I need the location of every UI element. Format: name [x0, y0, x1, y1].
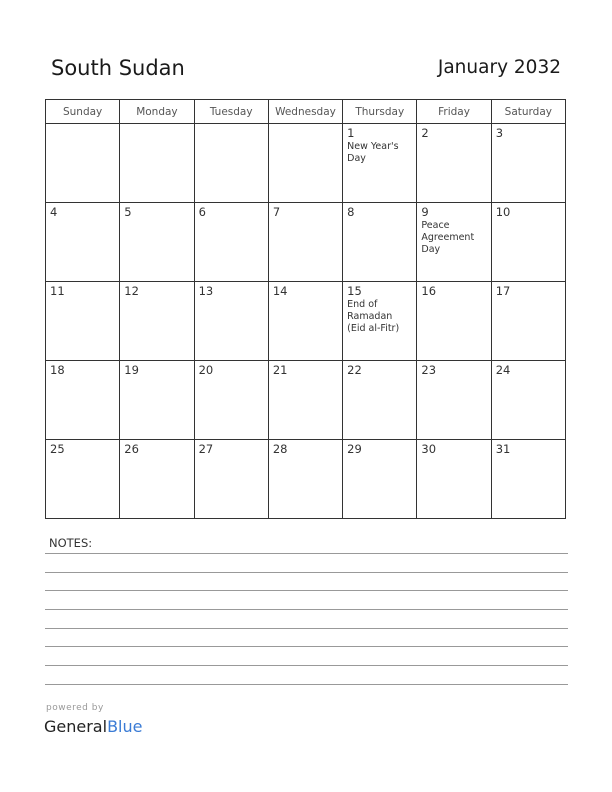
day-cell: [491, 361, 565, 440]
day-cell: [46, 203, 120, 282]
day-number: 2: [421, 126, 429, 140]
week-row: [46, 124, 566, 203]
calendar-grid: [45, 99, 566, 519]
powered-by-text: powered by: [46, 703, 104, 713]
holiday-label: Peace Agreement Day: [421, 220, 475, 255]
day-number: 20: [198, 363, 214, 377]
day-cell: [194, 361, 268, 440]
day-number: 11: [50, 284, 65, 298]
day-cell: [46, 282, 120, 361]
weekday-saturday: Saturday: [491, 100, 565, 124]
day-cell: [194, 203, 268, 282]
weekday-friday: Friday: [417, 100, 491, 124]
day-cell: [343, 361, 417, 440]
day-cell: [491, 124, 565, 203]
note-line: [45, 628, 568, 629]
day-number: 10: [495, 205, 511, 219]
day-cell: [417, 440, 491, 519]
day-cell: [417, 203, 491, 282]
day-cell: [268, 203, 342, 282]
brand-logo: [44, 717, 142, 736]
week-row: [46, 203, 566, 282]
day-cell: [491, 440, 565, 519]
week-row: [46, 282, 566, 361]
week-row: [46, 361, 566, 440]
day-cell: [120, 361, 194, 440]
day-cell: [120, 282, 194, 361]
day-cell: [194, 282, 268, 361]
note-line: [45, 553, 568, 554]
note-line: [45, 646, 568, 647]
day-number: 30: [421, 442, 437, 456]
empty-day-cell: [46, 124, 120, 203]
day-cell: [491, 282, 565, 361]
day-cell: [268, 282, 342, 361]
week-row: [46, 440, 566, 519]
day-number: 27: [198, 442, 214, 456]
day-cell: [46, 361, 120, 440]
weekday-header-row: [46, 100, 566, 124]
country-title: South Sudan: [51, 56, 185, 80]
empty-day-cell: [194, 124, 268, 203]
day-cell: [343, 203, 417, 282]
day-number: 7: [272, 205, 281, 219]
day-cell: [343, 124, 417, 203]
day-number: 26: [124, 442, 139, 456]
weekday-thursday: Thursday: [343, 100, 417, 124]
day-number: 8: [347, 205, 355, 219]
day-number: 24: [495, 363, 511, 377]
day-cell: [46, 440, 120, 519]
holiday-label: End of Ramadan (Eid al-Fitr): [347, 299, 400, 334]
day-cell: [120, 203, 194, 282]
day-number: 22: [347, 363, 362, 377]
note-line: [45, 590, 568, 591]
day-number: 18: [50, 363, 65, 377]
day-cell: [268, 361, 342, 440]
day-number: 23: [421, 363, 437, 377]
weekday-sunday: Sunday: [46, 100, 120, 124]
day-number: 15: [347, 284, 362, 298]
day-number: 4: [50, 205, 58, 219]
weekday-monday: Monday: [120, 100, 194, 124]
weekday-wednesday: Wednesday: [268, 100, 342, 124]
brand-general: General: [44, 717, 108, 736]
day-cell: [417, 282, 491, 361]
note-line: [45, 572, 568, 573]
empty-day-cell: [120, 124, 194, 203]
day-cell: [120, 440, 194, 519]
day-number: 25: [50, 442, 65, 456]
note-line: [45, 684, 568, 685]
day-number: 31: [495, 442, 511, 456]
day-number: 19: [124, 363, 139, 377]
notes-label: NOTES:: [49, 536, 93, 550]
day-number: 17: [495, 284, 511, 298]
day-cell: [343, 282, 417, 361]
day-cell: [343, 440, 417, 519]
day-number: 29: [347, 442, 362, 456]
day-number: 14: [272, 284, 288, 298]
month-year-title: January 2032: [437, 57, 561, 78]
day-number: 21: [272, 363, 288, 377]
day-number: 28: [272, 442, 288, 456]
day-cell: [417, 361, 491, 440]
day-number: 5: [124, 205, 132, 219]
day-cell: [194, 440, 268, 519]
day-number: 9: [421, 205, 429, 219]
weekday-tuesday: Tuesday: [194, 100, 268, 124]
day-number: 12: [124, 284, 139, 298]
note-line: [45, 609, 568, 610]
day-number: 13: [198, 284, 214, 298]
day-cell: [268, 440, 342, 519]
day-number: 1: [347, 126, 355, 140]
day-number: 16: [421, 284, 437, 298]
day-number: 3: [495, 126, 504, 140]
day-cell: [417, 124, 491, 203]
empty-day-cell: [268, 124, 342, 203]
holiday-label: New Year's Day: [347, 141, 399, 164]
day-cell: [491, 203, 565, 282]
note-line: [45, 665, 568, 666]
brand-blue: Blue: [107, 717, 143, 736]
day-number: 6: [198, 205, 206, 219]
